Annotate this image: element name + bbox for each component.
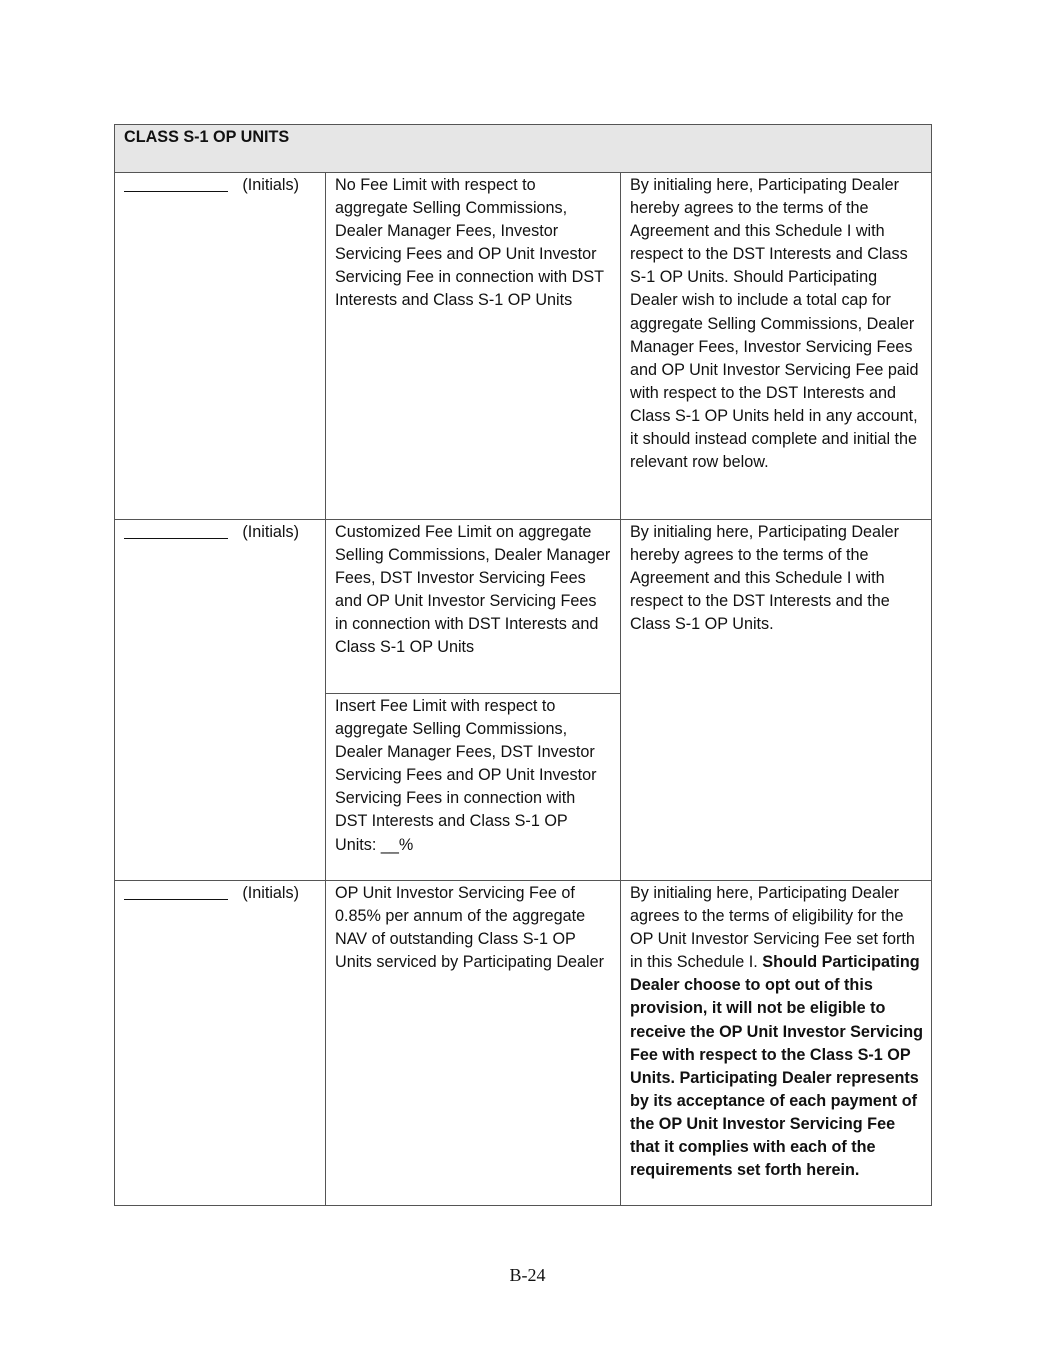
terms-text: By initialing here, Participating Dealer agrees to the terms of eligibility for the OP Unit Investor Servicing Fee set forth in this Schedule I.	[630, 884, 915, 972]
initials-blank-line[interactable]	[124, 174, 228, 192]
page-number: B-24	[509, 1265, 546, 1285]
initials-blank-line[interactable]	[124, 882, 228, 900]
initials-blank-line[interactable]	[124, 521, 228, 539]
terms-cell: By initialing here, Participating Dealer hereby agrees to the terms of the Agreement and this Schedule I with respect to the DST Interests and the Class S-1 OP Units.	[621, 520, 932, 881]
table-header: CLASS S-1 OP UNITS	[115, 125, 932, 173]
fee-option-cell: OP Unit Investor Servicing Fee of 0.85% per annum of the aggregate NAV of outstanding Class S-1 OP Units serviced by Participating Dealer	[326, 881, 621, 1206]
initials-cell	[115, 173, 326, 520]
table-row	[115, 173, 932, 520]
table-row	[115, 881, 932, 1206]
fee-limit-input-cell: Insert Fee Limit with respect to aggregate Selling Commissions, Dealer Manager Fees, DST Investor Servicing Fees and OP Unit Investor Servicing Fees in connection with DST Interests and Class S-1 OP Units: __%	[326, 694, 621, 881]
initials-label: (Initials)	[242, 176, 299, 194]
table-row	[115, 520, 932, 694]
initials-cell	[115, 520, 326, 881]
fee-option-cell: Customized Fee Limit on aggregate Selling Commissions, Dealer Manager Fees, DST Investor Servicing Fees and OP Unit Investor Servicing Fees in connection with DST Interests and Class S-1 OP Units	[326, 520, 621, 694]
terms-cell	[621, 881, 932, 1206]
initials-label: (Initials)	[242, 884, 299, 902]
initials-cell	[115, 881, 326, 1206]
terms-cell: By initialing here, Participating Dealer hereby agrees to the terms of the Agreement and this Schedule I with respect to the DST Interests and Class S-1 OP Units. Should Participating Dealer wish to include a total cap for aggregate Selling Commissions, Dealer Manager Fees, Investor Servicing Fees and OP Unit Investor Servicing Fee paid with respect to the DST Interests and Class S-1 OP Units held in any account, it should instead complete and initial the relevant row below.	[621, 173, 932, 520]
fee-option-cell: No Fee Limit with respect to aggregate Selling Commissions, Dealer Manager Fees, Investor Servicing Fees and OP Unit Investor Servicing Fee in connection with DST Interests and Class S-1 OP Units	[326, 173, 621, 520]
fee-schedule-table	[114, 124, 932, 1206]
initials-label: (Initials)	[242, 523, 299, 541]
terms-bold-text: Should Participating Dealer choose to opt out of this provision, it will not be eligible to receive the OP Unit Investor Servicing Fee with respect to the Class S-1 OP Units. Participating Dealer represents by its acceptance of each payment of the OP Unit Investor Servicing Fee that it complies with each of the requirements set forth herein.	[630, 953, 923, 1180]
